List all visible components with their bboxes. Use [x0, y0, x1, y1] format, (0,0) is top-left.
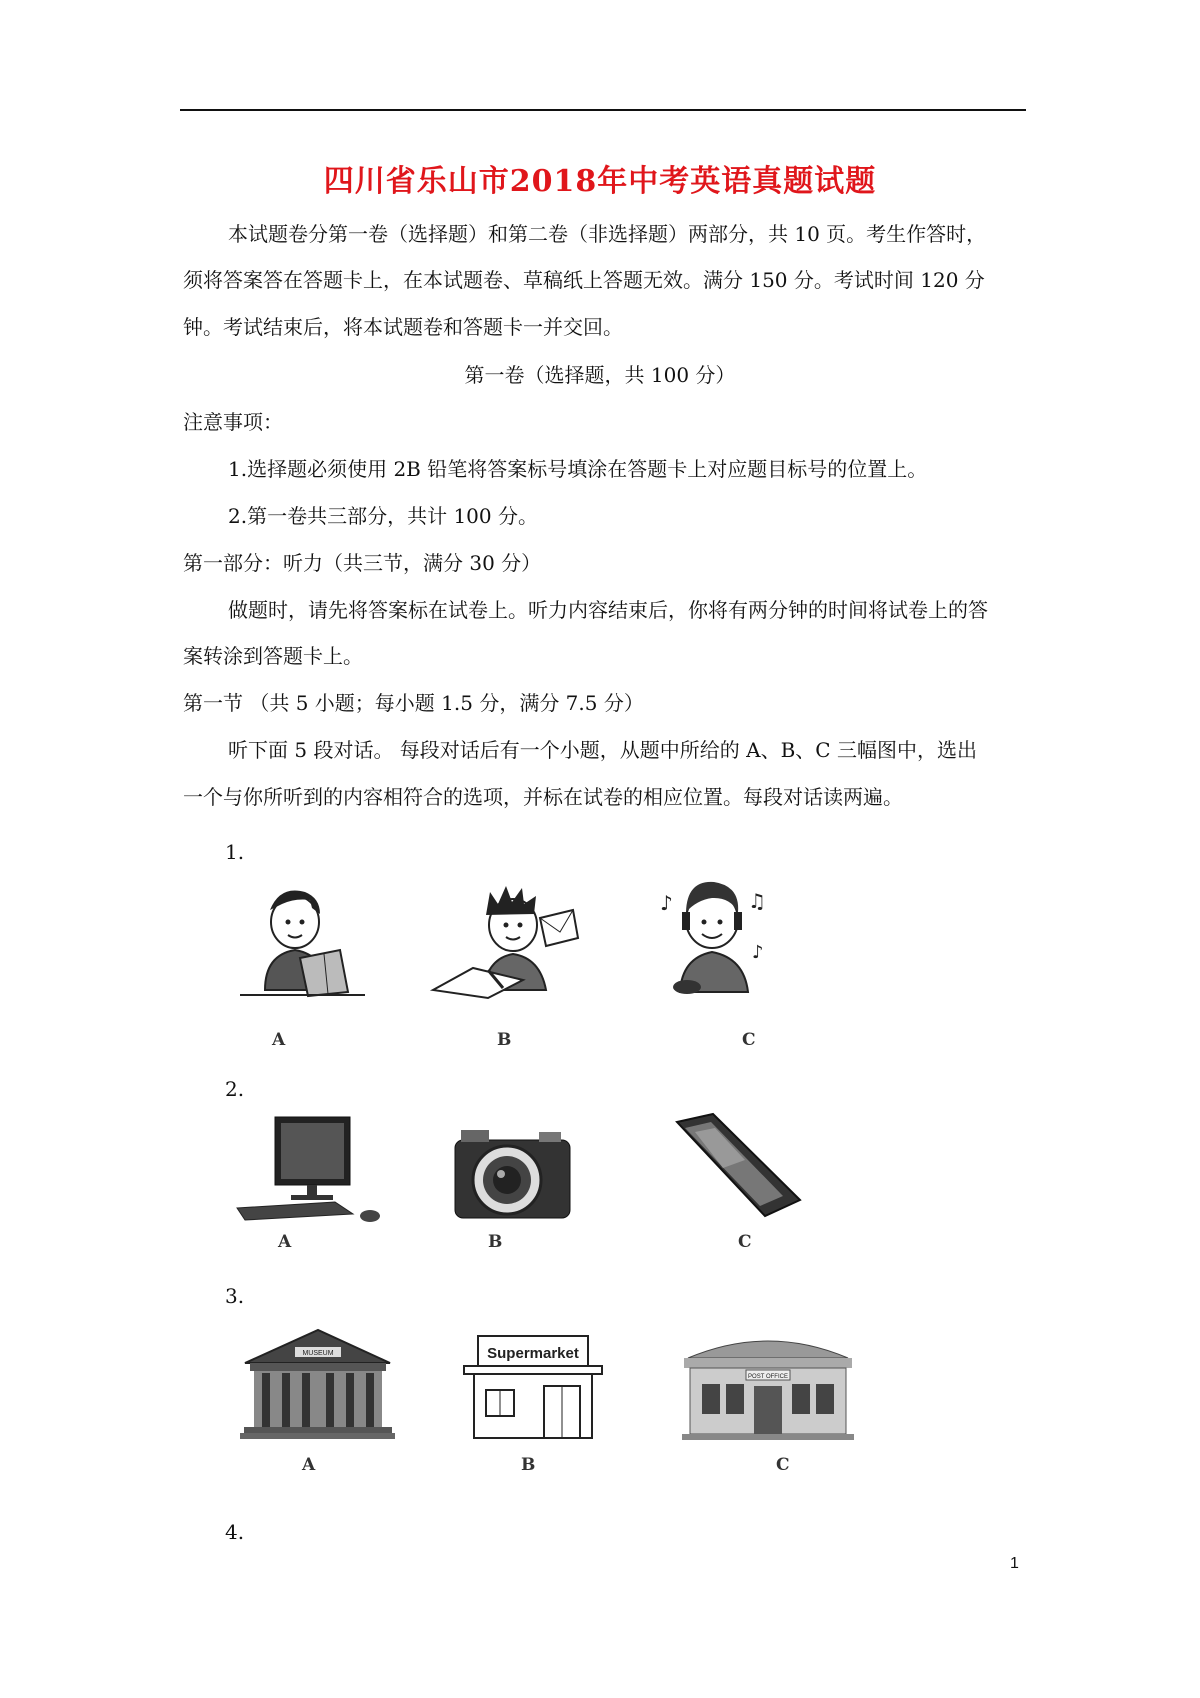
- intro-line-2: 须将答案答在答题卡上，在本试题卷、草稿纸上答题无效。满分 150 分。考试时间 120 分: [183, 268, 985, 292]
- supermarket-image: [458, 1330, 608, 1440]
- post-office-image: [680, 1328, 855, 1443]
- option-label-q3-a: A: [302, 1455, 316, 1475]
- page-title: 四川省乐山市2018年中考英语真题试题: [323, 164, 877, 199]
- part1-instruction-2: 案转涂到答题卡上。: [183, 644, 363, 668]
- camera-image: [447, 1118, 577, 1223]
- supermarket-sign-text: Supermarket: [487, 1345, 579, 1362]
- part1-instruction-1: 做题时，请先将答案标在试卷上。听力内容结束后，你将有两分钟的时间将试卷上的答: [228, 598, 988, 622]
- notes-heading: 注意事项：: [183, 410, 283, 434]
- option-label-q1-a: A: [272, 1030, 286, 1050]
- option-label-q1-c: C: [742, 1030, 756, 1050]
- header-rule: [180, 109, 1026, 111]
- intro-line-3: 钟。考试结束后，将本试题卷和答题卡一并交回。: [183, 315, 623, 339]
- option-label-q3-c: C: [776, 1455, 790, 1475]
- intro-line-1: 本试题卷分第一卷（选择题）和第二卷（非选择题）两部分，共 10 页。考生作答时，: [228, 222, 987, 246]
- section-heading: 第一卷（选择题，共 100 分）: [464, 363, 736, 387]
- question-number-2: 2.: [225, 1077, 245, 1101]
- svg-text:♪: ♪: [752, 942, 764, 963]
- note-item-2: 2.第一卷共三部分，共计 100 分。: [228, 504, 538, 528]
- part1-heading: 第一部分：听力（共三节，满分 30 分）: [183, 551, 542, 575]
- question-number-4: 4.: [225, 1520, 245, 1544]
- boy-music-image: [652, 872, 777, 1002]
- question-number-1: 1.: [225, 840, 245, 864]
- section1-instruction-1: 听下面 5 段对话。 每段对话后有一个小题，从题中所给的 A、B、C 三幅图中，选出: [228, 738, 977, 762]
- page-number: 1: [1010, 1555, 1019, 1572]
- option-label-q2-c: C: [738, 1232, 752, 1252]
- option-label-q2-b: B: [488, 1232, 503, 1252]
- svg-text:♫: ♫: [748, 889, 766, 913]
- computer-image: [235, 1112, 395, 1224]
- boy-reading-image: [240, 880, 365, 1000]
- option-label-q2-a: A: [278, 1232, 292, 1252]
- mobile-phone-image: [665, 1112, 805, 1222]
- question-number-3: 3.: [225, 1284, 245, 1308]
- post-office-sign-text: POST OFFICE: [748, 1374, 788, 1380]
- museum-sign-text: MUSEUM: [302, 1350, 334, 1357]
- section1-instruction-2: 一个与你所听到的内容相符合的选项，并标在试卷的相应位置。每段对话读两遍。: [183, 785, 903, 809]
- note-item-1: 1.选择题必须使用 2B 铅笔将答案标号填涂在答题卡上对应题目标号的位置上。: [228, 457, 928, 481]
- section1-heading: 第一节 （共 5 小题；每小题 1.5 分，满分 7.5 分）: [183, 691, 644, 715]
- option-label-q3-b: B: [521, 1455, 536, 1475]
- svg-text:♪: ♪: [660, 891, 673, 915]
- boy-writing-image: [428, 880, 588, 1000]
- museum-image: [240, 1325, 395, 1443]
- option-label-q1-b: B: [497, 1030, 512, 1050]
